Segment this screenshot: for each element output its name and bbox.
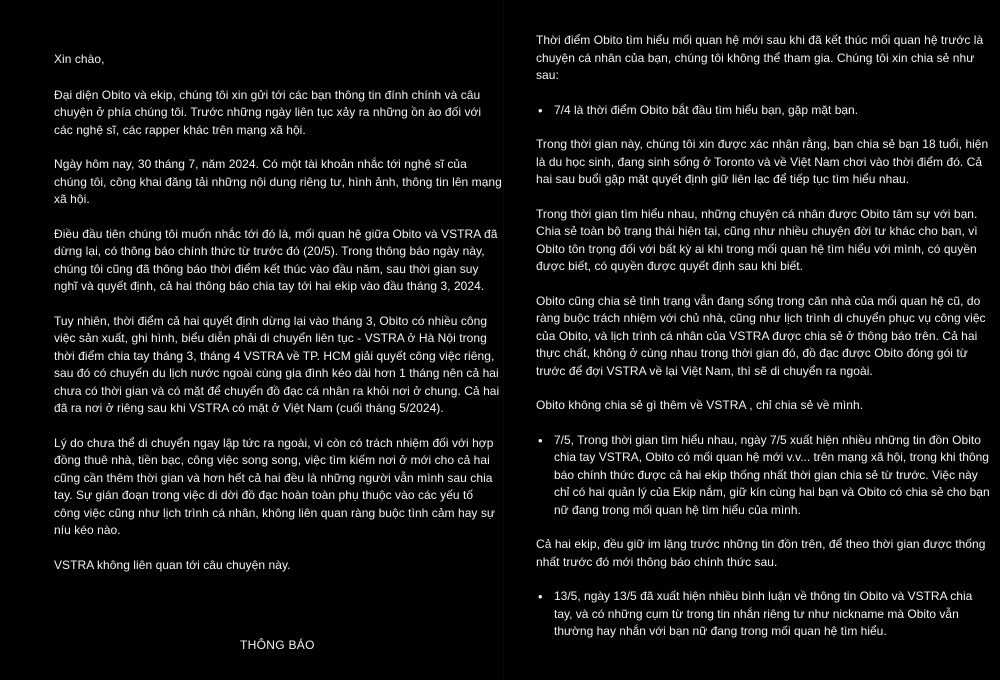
right-intro: Thời điểm Obito tìm hiểu mối quan hệ mới sau khi đã kết thúc mối quan hệ trước là chuyện cá nhân của bạn, chúng tôi không thể tham gia. Chúng tôi xin chia sẻ như sau: (536, 33, 984, 82)
right-page (505, 0, 1000, 680)
left-paragraph-3: Điều đầu tiên chúng tôi muốn nhắc tới đó là, mối quan hệ giữa Obito và VSTRA đã dừng lại, có thông báo chính thức từ trước đó (20/5). Trong thông báo ngày này, chúng tôi cũng đã thông báo thời điểm kết thúc vào đầu năm, sau thời gian suy nghĩ và quyết định, cả hai thông báo chia tay tới hai ekip vào đầu tháng 3, 2024. (54, 226, 498, 293)
right-page-body (536, 32, 991, 658)
left-paragraph-4: Tuy nhiên, thời điểm cả hai quyết định dừng lại vào tháng 3, Obito có nhiều công việc sản xuất, ghi hình, biểu diễn phải di chuyển liên tục - VSTRA ở Hà Nội trong thời điểm chia tay tháng 3, tháng 4 VSTRA về TP. HCM giải quyết công việc riêng, sau đó có chuyến du lịch nước ngoài cùng gia đình kéo dài hơn 1 tháng nên cả hai chưa có thời gian và có mặt để chuyển đồ đạc cá nhân ra khỏi nơi ở chung. Cả hai đã ra nơi ở riêng sau khi VSTRA có mặt ở Việt Nam (cuối tháng 5/2024). (54, 313, 500, 415)
bullet-item-13-5: • 13/5, ngày 13/5 đã xuất hiện nhiều bình luận về thông tin Obito và VSTRA chia tay, và có những cụm từ trong tin nhắn riêng tư như nickname mà Obito vẫn thường hay nhắn với bạn nữ đang trong mối quan hệ tìm hiểu. (554, 588, 991, 641)
left-page-body (54, 51, 502, 591)
bullet-list-1 (536, 102, 991, 120)
bullet-item-7-5: • 7/5, Trong thời gian tìm hiểu nhau, ngày 7/5 xuất hiện nhiều những tin đồn Obito chia tay VSTRA, Obito có mối quan hệ mới v.v... trên mạng xã hội, trong khi thông báo chính thức được cả hai ekip thống nhất thời gian chia sẻ từ trước. Việc này chỉ có hai quản lý của Ekip nắm, giữ kín cùng hai bạn và Obito có chia sẻ cho bạn nữ đang trong mối quan hệ tìm hiểu của mình. (554, 432, 991, 520)
left-paragraph-2: Ngày hôm nay, 30 tháng 7, năm 2024. Có một tài khoản nhắc tới nghệ sĩ của chúng tôi, công khai đăng tải những nội dung riêng tư, hình ảnh, thông tin lên mạng xã hội. (54, 157, 502, 206)
bullet-list-2 (536, 432, 991, 520)
greeting: Xin chào, (54, 52, 105, 66)
announcement-title: THÔNG BÁO (240, 638, 315, 652)
right-paragraph-6: Cả hai ekip, đều giữ im lặng trước những tin đồn trên, để theo thời gian được thống nhất trước đó mới thông báo chính thức sau. (536, 537, 986, 569)
bullet-list-3 (536, 588, 991, 641)
left-paragraph-6: VSTRA không liên quan tới câu chuyện này. (54, 557, 291, 572)
right-paragraph-3: Trong thời gian tìm hiểu nhau, những chuyện cá nhân được Obito tâm sự với bạn. Chia sẻ toàn bộ trạng thái hiện tại, cũng như nhiều chuyện đời tư khác cho bạn, vì Obito tôn trọng đối với bất kỳ ai khi trong mối quan hệ tìm hiểu với mình, có quyền được biết, có quyền được quyết định sau khi biết. (536, 206, 978, 273)
page-gutter-divider (503, 0, 504, 680)
right-paragraph-4: Obito cũng chia sẻ tình trạng vẫn đang sống trong căn nhà của mối quan hệ cũ, do ràng buộc trách nhiệm với chủ nhà, cũng như lịch trình di chuyển phục vụ công việc của Obito, và lịch trình cá nhân của VSTRA được chia sẻ ở thông báo trên. Cả hai thực chất, không ở cùng nhau trong thời gian đó, đồ đạc được Obito đóng gói từ trước để đợi VSTRA về lại Việt Nam, thì sẽ di chuyển ra ngoài. (536, 293, 986, 378)
left-paragraph-5: Lý do chưa thể di chuyển ngay lập tức ra ngoài, vì còn có trách nhiệm đối với hợp đồng thuê nhà, tiền bạc, công việc song song, việc tìm kiếm nơi ở mới cho cả hai cũng cần thêm thời gian và hơn hết cả hai đều là những người vẫn mình sau chia tay. Sự gián đoạn trong việc di dời đồ đạc hoàn toàn phụ thuộc vào các yếu tố công việc cũng như lịch trình cá nhân, không liên quan ràng buộc tình cảm hay sự níu kéo nào. (54, 435, 496, 537)
left-paragraph-1: Đại diện Obito và ekip, chúng tôi xin gửi tới các bạn thông tin đính chính và câu chuyện ở phía chúng tôi. Trước những ngày liên tục xảy ra những ồn ào đối với các nghệ sĩ, các rapper khác trên mạng xã hội. (54, 87, 482, 137)
bullet-item-7-4: • 7/4 là thời điểm Obito bắt đầu tìm hiểu bạn, gặp mặt bạn. (554, 102, 991, 120)
right-paragraph-5: Obito không chia sẻ gì thêm về VSTRA , chỉ chia sẻ về mình. (536, 398, 864, 412)
right-paragraph-2: Trong thời gian này, chúng tôi xin được xác nhận rằng, bạn chia sẻ bạn 18 tuổi, hiện là du học sinh, đang sinh sống ở Toronto và về Việt Nam chơi vào thời điểm đó. Cả hai sau buổi gặp mặt quyết định giữ liên lạc để tiếp tục tìm hiểu nhau. (536, 137, 989, 186)
